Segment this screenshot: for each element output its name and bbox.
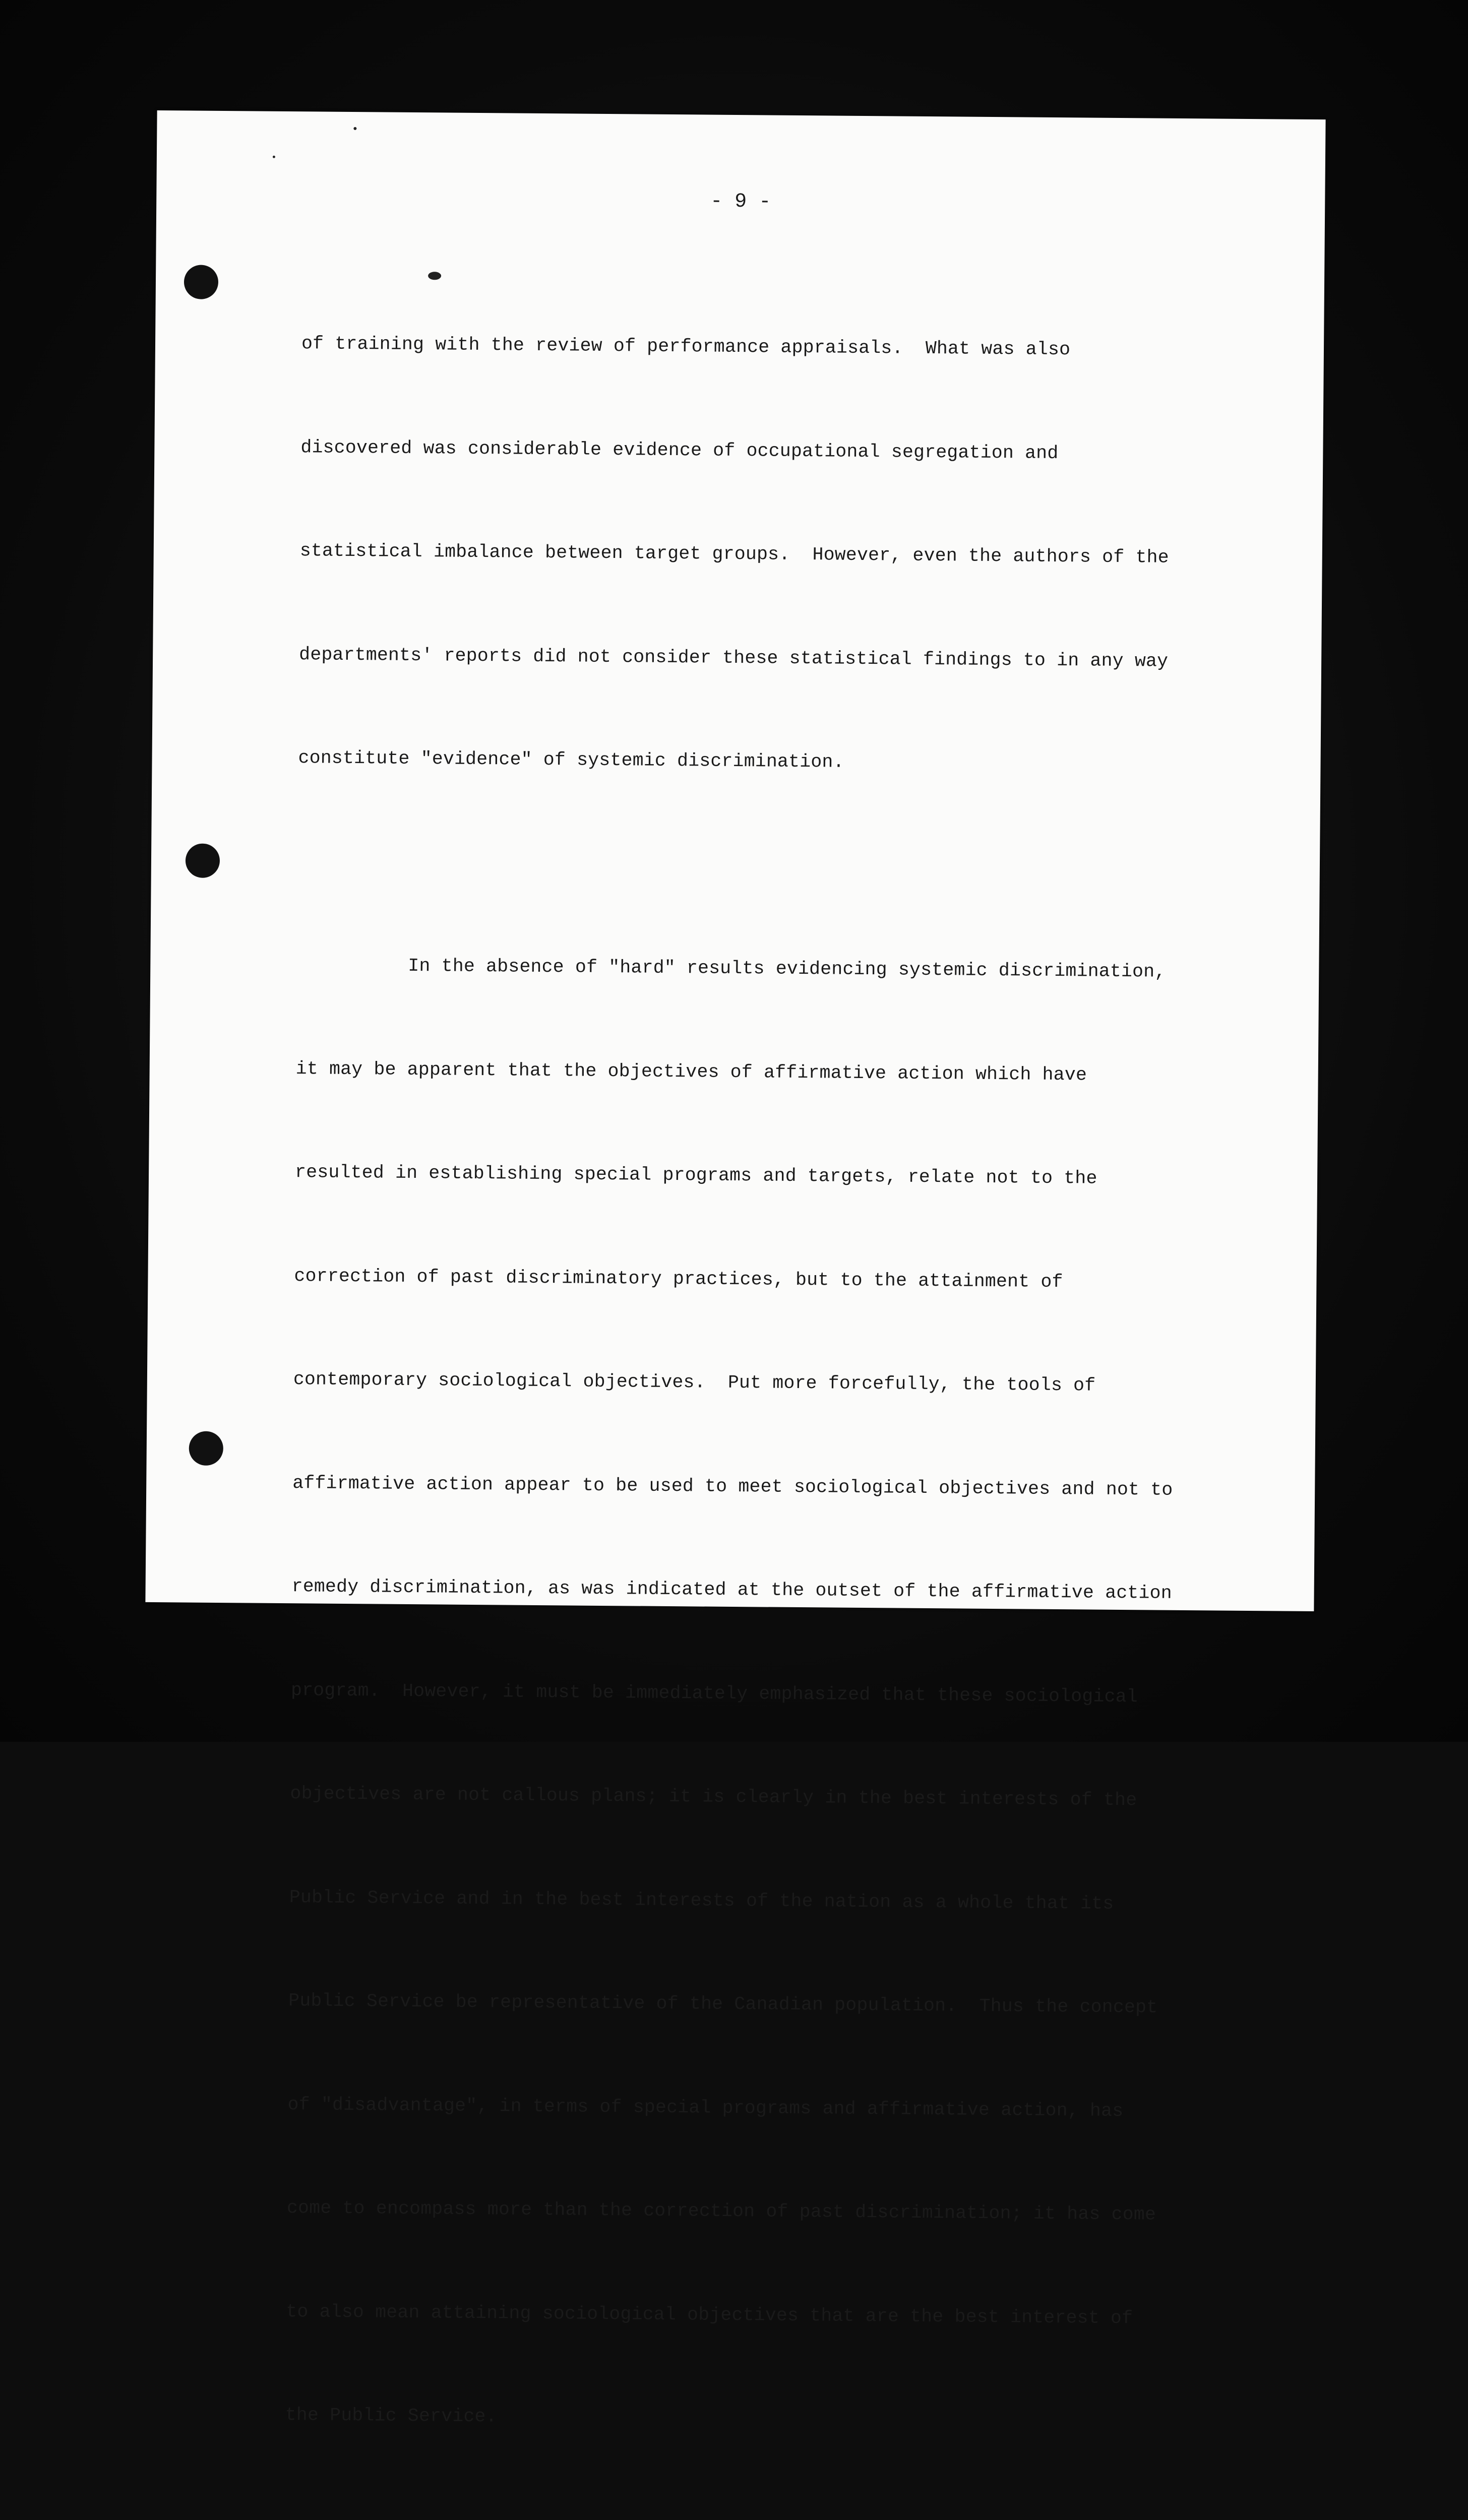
text-line: resulted in establishing special programs and targets, relate not to the [294,1162,1097,1189]
text-line: program. However, it must be immediately emphasized that these sociological [290,1679,1138,1707]
text-line: In the absence of "hard" results evidencing systemic discrimination, [296,955,1166,982]
text-line: discovered was considerable evidence of occupational segregation and [300,436,1059,464]
text-line: statistical imbalance between target groups. However, even the authors of the [299,540,1169,568]
paragraph-2 [284,879,1245,2509]
body-text [272,258,1250,2520]
punch-hole-middle [186,843,220,878]
text-line: of training with the review of performance appraisals. What was also [301,333,1071,360]
paragraph-1 [297,258,1250,852]
text-line: contemporary sociological objectives. Put more forcefully, the tools of [293,1369,1096,1396]
text-line: Public Service be representative of the Canadian population. Thus the concept [288,1990,1158,2018]
text-line: it may be apparent that the objectives of affirmative action which have [295,1058,1087,1085]
text-line: departments' reports did not consider these statistical findings to in any way [299,644,1169,672]
text-line: objectives are not callous plans; it is clearly in the best interests of the [290,1783,1137,1811]
text-line: correction of past discriminatory practices, but to the attainment of [294,1265,1063,1292]
text-line: to also mean attaining sociological objectives that are the best interest of [286,2301,1133,2328]
page-number: - 9 - [710,190,771,214]
text-line: constitute "evidence" of systemic discrimination. [298,747,844,773]
punch-hole-top [184,265,219,299]
scan-speck [353,127,356,130]
text-line: remedy discrimination, as was indicated at the outset of the affirmative action [291,1576,1172,1604]
document-page [145,110,1325,2427]
text-line: Public Service and in the best interests of the nation as a whole that its [289,1886,1114,1914]
scan-speck [273,156,275,158]
text-line: affirmative action appear to be used to meet sociological objectives and not to [292,1472,1173,1500]
text-line: the Public Service. [285,2405,497,2427]
text-line: of "disadvantage", in terms of special programs and affirmative action, has [287,2094,1124,2121]
punch-hole-bottom [189,1431,224,1466]
text-line: come to encompass more than the correction of past discrimination; it has come [286,2197,1156,2225]
